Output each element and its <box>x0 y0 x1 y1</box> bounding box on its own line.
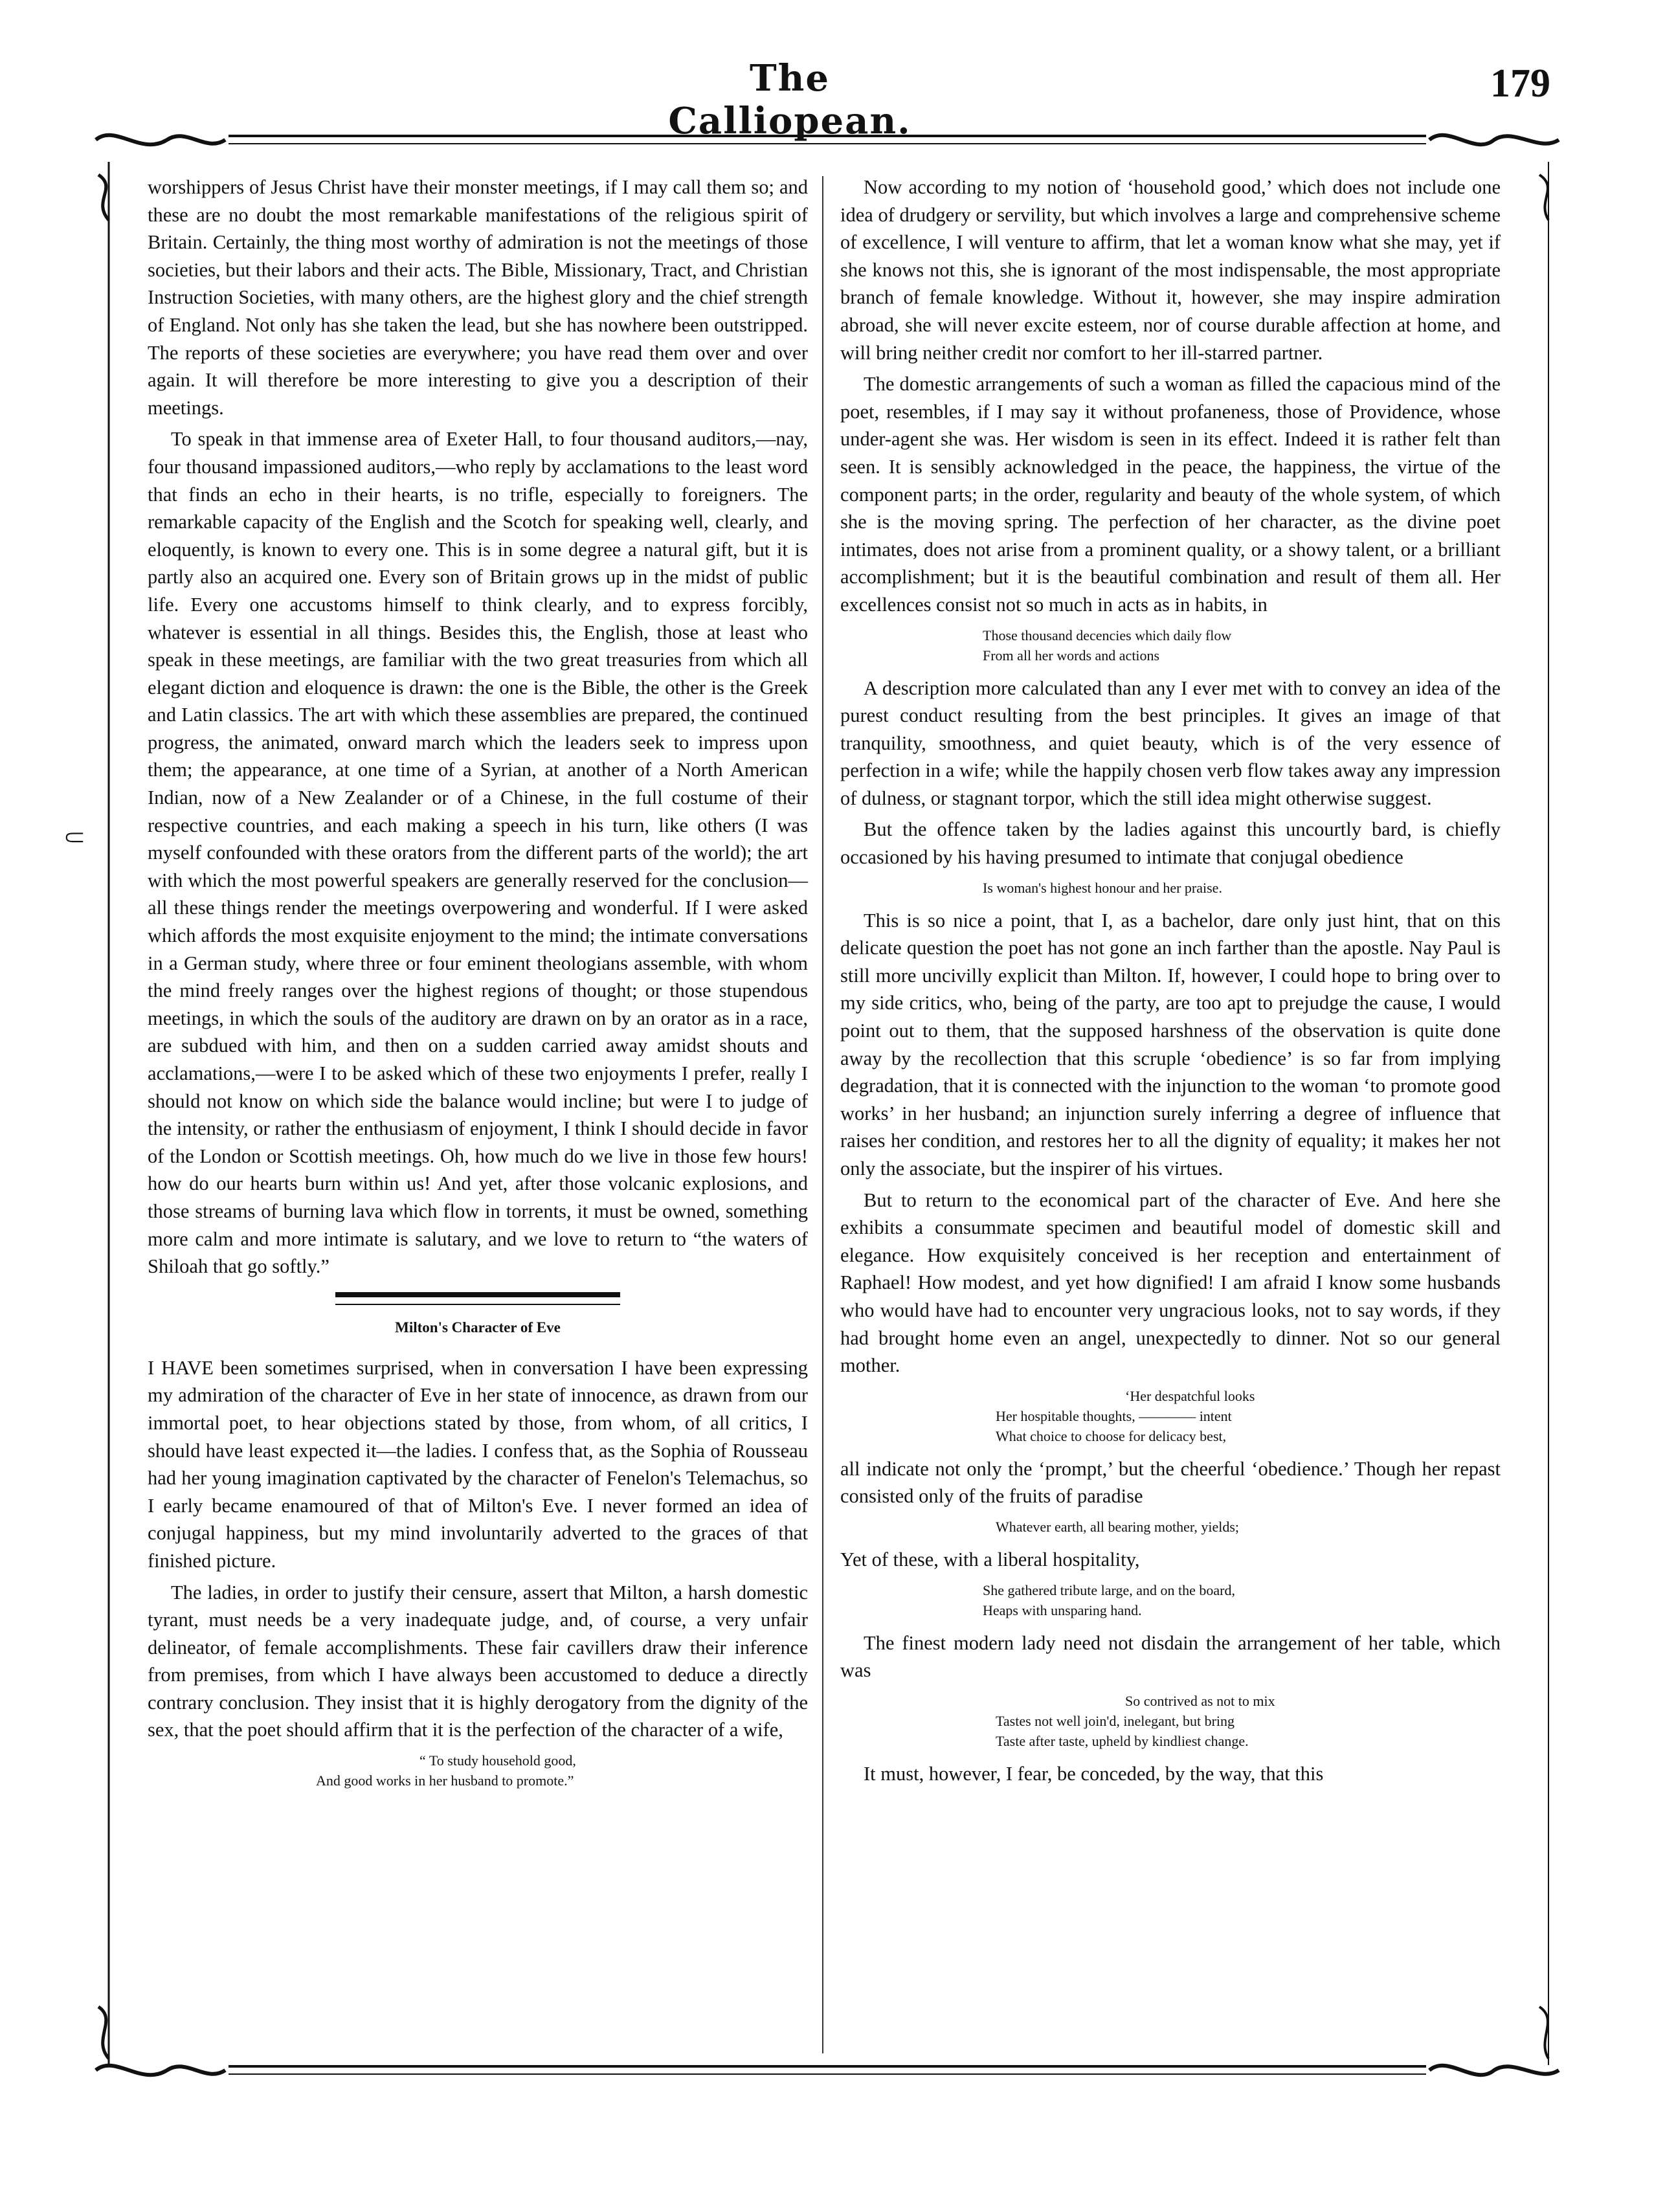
verse-quote <box>148 1750 808 1791</box>
verse-line: And good works in her husband to promote.” <box>316 1772 574 1789</box>
verse-line: She gathered tribute large, and on the board, <box>983 1581 1235 1598</box>
section-heading: Milton's Character of Eve <box>395 1319 561 1335</box>
right-column <box>840 173 1501 1791</box>
paragraph: The finest modern lady need not disdain the arrangement of her table, which was <box>840 1631 1501 1682</box>
verse-quote <box>840 625 1501 665</box>
column-divider <box>822 176 823 2053</box>
paragraph: To speak in that immense area of Exeter Hall, to four thousand auditors,—nay, four thousand impassioned auditors,—who reply by acclamations to the least word that finds an echo in their hearts, is no trifle, especially to foreigners. The remarkable capacity of the English and the Scotch for speaking well, clearly, and eloquently, is known to every one. This is in some degree a natural gift, but it is partly also an acquired one. Every son of Britain grows up in the midst of public life. Every one accustoms himself to think clearly, and to express forcibly, whatever is essential in all things. Besides this, the English, those at least who speak in these meetings, are familiar with the two great treasuries from which all elegant diction and eloquence is drawn: the one is the Bible, the other is the Greek and Latin classics. The art with which these assemblies are prepared, the continued progress, the animated, onward march which the leaders seek to impress upon them; the appearance, at one time of a Syrian, at another of a North American Indian, now of a New Zealander or of a Chinese, in the full costume of their respective countries, and each making a speech in his turn, like others (I was myself confounded with these orators from the different parts of the world); the art with which the most powerful speakers are generally reserved for the conclusion—all these things render the meetings overpowering and wonderful. If I were asked which affords the most exquisite enjoyment to the mind; the intimate conversations in a German study, where three or four eminent theologians assemble, with whom the mind freely ranges over the highest regions of thought; or those stupendous meetings, in which the souls of the auditory are drawn on by an orator as in a race, are subdued with him, and then on a sudden carried away amidst shouts and acclamations,—were I to be asked which of these two enjoyments I prefer, really I should not know on which side the balance would incline; but were I to judge of the intensity, or rather the enthusiasm of enjoyment, I think I should decide in favor of the London or Scottish meetings. Oh, how much do we live in those few hours! how do our hearts burn within us! And yet, after those volcanic explosions, and those streams of burning lava which flow in torrents, it must be owned, something more calm and more intimate is salutary, and we love to return to “the waters of Shiloah that go softly.” <box>148 428 808 1278</box>
verse-line: From all her words and actions <box>983 647 1160 664</box>
top-ornament-border <box>89 120 1565 159</box>
section-divider <box>335 1304 620 1305</box>
paragraph: I HAVE been sometimes surprised, when in conversation I have been expressing my admiration of the character of Eve in her state of innocence, as drawn from our immortal poet, to hear objections stated by those, from whom, of all critics, I should have least expected it—the ladies. I confess that, as the Sophia of Rousseau had her young imagination captivated by the character of Fenelon's Telemachus, so I early became enamoured of that of Milton's Eve. I never formed an idea of conjugal happiness, but my mind involuntarily adverted to the graces of that finished picture. <box>148 1356 808 1572</box>
verse-line: “ To study household good, <box>419 1752 576 1769</box>
verse-line: ‘Her despatchful looks <box>1125 1387 1255 1404</box>
verse-line: Tastes not well join'd, inelegant, but bring <box>996 1712 1235 1729</box>
paragraph: A description more calculated than any I ever met with to convey an idea of the purest conduct resulting from the best principles. It gives an image of that tranquility, smoothness, and quiet beauty, which is of the very essence of perfection in a wife; while the happily chosen verb flow takes away any impression of dulness, or stagnant torpor, which the still idea might otherwise suggest. <box>840 676 1501 809</box>
margin-mark-icon: ⸦ <box>60 821 89 855</box>
verse-line: Heaps with unsparing hand. <box>983 1602 1142 1618</box>
paragraph: But to return to the economical part of the character of Eve. And here she exhibits a consummate specimen and beautiful model of domestic skill and elegance. How exquisitely conceived is her reception and entertainment of Raphael! How modest, and yet how dignified! I am afraid I know some husbands who would have had to encounter very ungracious looks, not to say words, if they had brought home even an angel, unexpectedly to dinner. Not so our general mother. <box>840 1189 1501 1377</box>
verse-line: Her hospitable thoughts, ———— intent <box>996 1407 1232 1424</box>
verse-line: What choice to choose for delicacy best, <box>996 1427 1227 1444</box>
paragraph: This is so nice a point, that I, as a bachelor, dare only just hint, that on this delicate question the poet has not gone an inch farther than the apostle. Nay Paul is still more uncivilly explicit than Milton. If, however, I could hope to bring over to my side critics, who, being of the party, are too apt to prejudge the cause, I would point out to them, that the supposed harshness of the observation is quite done away by the recollection that this scruple ‘obedience’ is so far from implying degradation, that it is connected with the injunction to the woman ‘to promote good works’ in her husband; an injunction surely inferring a degree of influence that raises her condition, and restores her to all the dignity of equality; it makes her not only the associate, but the inspirer of his virtues. <box>840 909 1501 1179</box>
paragraph: Yet of these, with a liberal hospitality, <box>840 1548 1140 1570</box>
verse-quote <box>840 1386 1501 1446</box>
verse-line: Is woman's highest honour and her praise. <box>983 879 1222 896</box>
section-divider <box>335 1292 620 1297</box>
verse-quote <box>840 1517 1501 1537</box>
paragraph: It must, however, I fear, be conceded, by the way, that this <box>864 1762 1324 1785</box>
left-scroll-ornament <box>85 162 132 2065</box>
right-scroll-ornament <box>1533 162 1564 2065</box>
verse-quote <box>840 878 1501 898</box>
page-masthead: The Calliopean. <box>668 57 911 142</box>
verse-line: So contrived as not to mix <box>1125 1692 1275 1709</box>
left-column <box>148 173 808 1800</box>
paragraph: The ladies, in order to justify their censure, assert that Milton, a harsh domestic tyrant, must needs be a very inadequate judge, and, of course, a very unfair delineator, of female accomplishments. These fair cavillers draw their inference from premises, from which I have always been accustomed to deduce a directly contrary conclusion. They insist that it is highly derogatory from the dignity of the sex, that the poet should affirm that it is the perfection of the character of a wife, <box>148 1581 808 1741</box>
paragraph: worshippers of Jesus Christ have their monster meetings, if I may call them so; and these are no doubt the most remarkable manifestations of the religious spirit of Britain. Certainly, the thing most worthy of admiration is not the meetings of those societies, but their labors and their acts. The Bible, Missionary, Tract, and Christian Instruction Societies, with many others, are the highest glory and the chief strength of England. Not only has she taken the lead, but she has nowhere been outstripped. The reports of these societies are everywhere; you have read them over and over again. It will therefore be more interesting to give you a description of their meetings. <box>148 176 808 419</box>
verse-line: Those thousand decencies which daily flow <box>983 627 1232 643</box>
paragraph: all indicate not only the ‘prompt,’ but the cheerful ‘obedience.’ Though her repast consisted only of the fruits of paradise <box>840 1457 1501 1508</box>
paragraph: But the offence taken by the ladies against this uncourtly bard, is chiefly occasioned by his having presumed to intimate that conjugal obedience <box>840 818 1501 869</box>
verse-quote <box>840 1691 1501 1751</box>
page-number: 179 <box>1490 61 1550 106</box>
paragraph: Now according to my notion of ‘household good,’ which does not include one idea of drudgery or servility, but which involves a large and comprehensive scheme of excellence, I will venture to affirm, that let a woman know what she may, yet if she knows not this, she is ignorant of the most indispensable, the most appropriate branch of female knowledge. Without it, however, she may inspire admiration abroad, she will never excite esteem, nor of course durable affection at home, and will bring neither credit nor comfort to her ill-starred partner. <box>840 176 1501 364</box>
bottom-ornament-border <box>89 2051 1565 2090</box>
verse-line: Whatever earth, all bearing mother, yields; <box>996 1518 1240 1535</box>
verse-line: Taste after taste, upheld by kindliest change. <box>996 1732 1249 1749</box>
paragraph: The domestic arrangements of such a woman as filled the capacious mind of the poet, resembles, if I may say it without profaneness, those of Providence, whose under-agent she was. Her wisdom is seen in its effect. Indeed it is rather felt than seen. It is sensibly acknowledged in the peace, the happiness, the virtue of the component parts; in the order, regularity and beauty of the whole system, of which she is the moving spring. The perfection of her character, as the divine poet intimates, does not arise from a prominent quality, or a showy talent, or a brilliant accomplishment; but it is the beautiful combination and result of them all. Her excellences consist not so much in acts as in habits, in <box>840 373 1501 616</box>
verse-quote <box>840 1580 1501 1620</box>
